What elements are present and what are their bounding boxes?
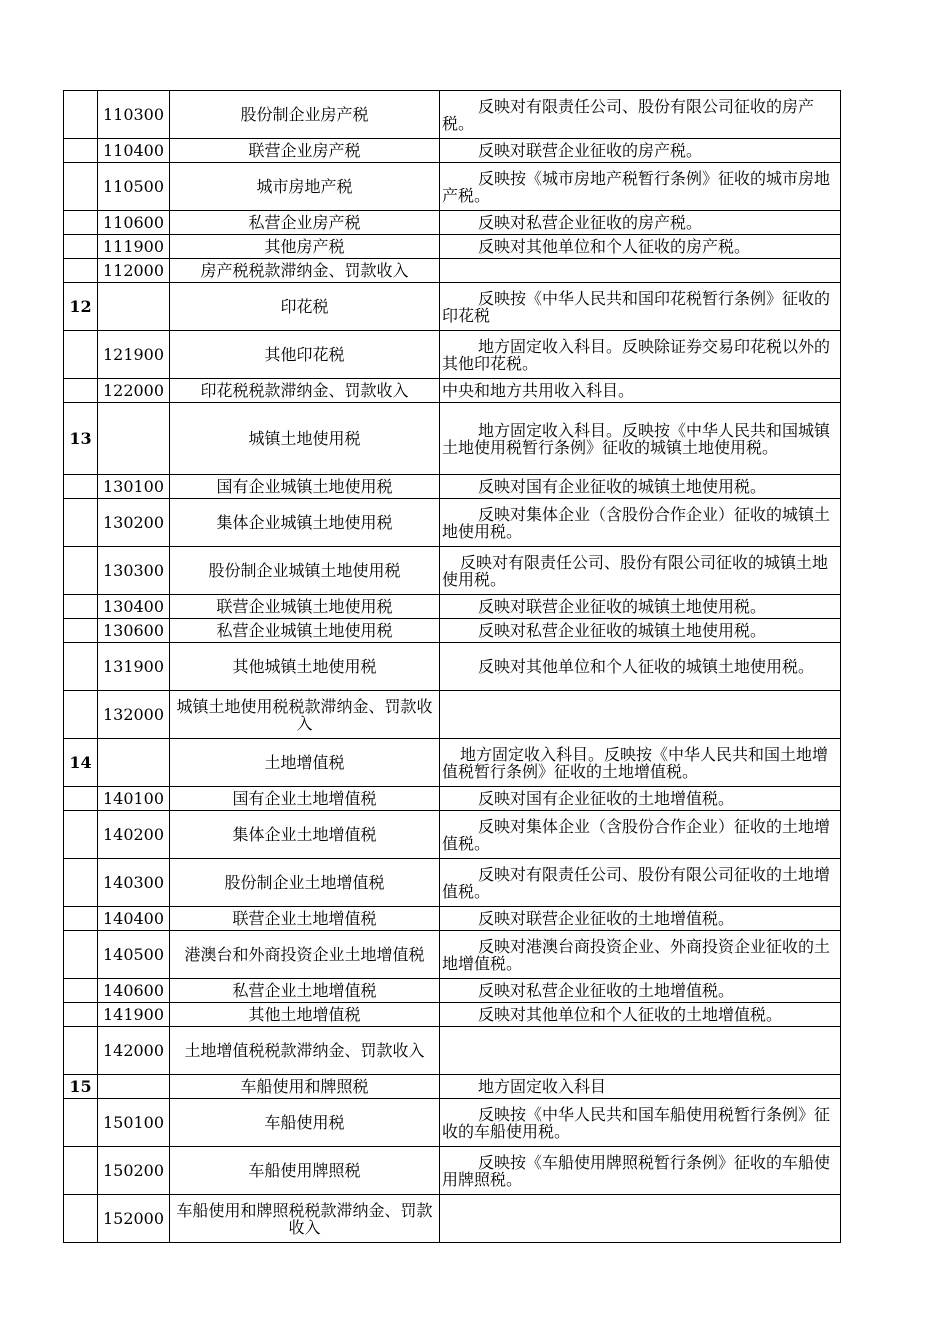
description-text: 反映按《车船使用牌照税暂行条例》征收的车船使用牌照税。 <box>442 1152 831 1189</box>
subject-code-cell: 140300 <box>98 859 170 907</box>
description-text: 反映对有限责任公司、股份有限公司征收的城镇土地使用税。 <box>442 552 829 589</box>
subject-code-cell: 130300 <box>98 547 170 595</box>
class-code-cell <box>64 643 98 691</box>
description-text: 反映对集体企业（含股份合作企业）征收的土地增值税。 <box>442 816 831 853</box>
description-cell <box>440 811 841 859</box>
subject-code-cell: 121900 <box>98 331 170 379</box>
subject-code-cell: 112000 <box>98 259 170 283</box>
description-text: 反映按《中华人民共和国印花税暂行条例》征收的印花税 <box>442 288 831 325</box>
class-code-cell <box>64 1003 98 1027</box>
description-text: 反映按《城市房地产税暂行条例》征收的城市房地产税。 <box>442 168 831 205</box>
class-code-cell: 13 <box>64 403 98 475</box>
subject-code-cell: 141900 <box>98 1003 170 1027</box>
subject-name-cell: 国有企业土地增值税 <box>170 787 440 811</box>
subject-name-cell: 股份制企业城镇土地使用税 <box>170 547 440 595</box>
description-text: 反映对联营企业征收的土地增值税。 <box>478 909 735 928</box>
class-code-cell: 12 <box>64 283 98 331</box>
table-row <box>64 163 841 211</box>
table-row <box>64 907 841 931</box>
class-code-cell: 15 <box>64 1075 98 1099</box>
class-code-cell <box>64 475 98 499</box>
class-code-cell <box>64 1195 98 1243</box>
subject-name-cell: 国有企业城镇土地使用税 <box>170 475 440 499</box>
subject-name-cell: 集体企业城镇土地使用税 <box>170 499 440 547</box>
table-row <box>64 739 841 787</box>
subject-code-cell: 110600 <box>98 211 170 235</box>
class-code-cell <box>64 1027 98 1075</box>
description-text: 反映对私营企业征收的城镇土地使用税。 <box>478 621 767 640</box>
table-row <box>64 931 841 979</box>
class-code-cell <box>64 619 98 643</box>
description-cell <box>440 643 841 691</box>
table-row <box>64 595 841 619</box>
class-code-cell <box>64 595 98 619</box>
description-cell <box>440 163 841 211</box>
subject-code-cell <box>98 403 170 475</box>
subject-name-cell: 联营企业房产税 <box>170 139 440 163</box>
subject-code-cell: 132000 <box>98 691 170 739</box>
description-cell <box>440 1003 841 1027</box>
description-text: 反映对联营企业征收的城镇土地使用税。 <box>478 597 767 616</box>
table-row <box>64 283 841 331</box>
description-cell <box>440 1195 841 1243</box>
table-row <box>64 1195 841 1243</box>
subject-code-cell <box>98 739 170 787</box>
subject-name-cell: 城市房地产税 <box>170 163 440 211</box>
subject-code-cell: 140500 <box>98 931 170 979</box>
description-cell <box>440 1147 841 1195</box>
description-cell <box>440 787 841 811</box>
description-text: 反映对国有企业征收的城镇土地使用税。 <box>478 477 767 496</box>
subject-name-cell: 印花税税款滞纳金、罚款收入 <box>170 379 440 403</box>
subject-code-cell: 150200 <box>98 1147 170 1195</box>
description-text: 反映对其他单位和个人征收的土地增值税。 <box>478 1005 783 1024</box>
description-cell <box>440 979 841 1003</box>
description-cell <box>440 1099 841 1147</box>
table-row <box>64 475 841 499</box>
table-row <box>64 859 841 907</box>
description-cell <box>440 139 841 163</box>
subject-code-cell: 140400 <box>98 907 170 931</box>
description-cell <box>440 1075 841 1099</box>
subject-name-cell: 车船使用税 <box>170 1099 440 1147</box>
subject-name-cell: 联营企业土地增值税 <box>170 907 440 931</box>
subject-name-cell: 车船使用和牌照税 <box>170 1075 440 1099</box>
description-text: 反映对私营企业征收的土地增值税。 <box>478 981 735 1000</box>
class-code-cell <box>64 139 98 163</box>
class-code-cell <box>64 787 98 811</box>
description-cell <box>440 931 841 979</box>
description-cell <box>440 211 841 235</box>
subject-name-cell: 房产税税款滞纳金、罚款收入 <box>170 259 440 283</box>
description-text: 反映对港澳台商投资企业、外商投资企业征收的土地增值税。 <box>442 936 831 973</box>
description-cell <box>440 547 841 595</box>
subject-name-cell: 土地增值税 <box>170 739 440 787</box>
table-body <box>64 91 841 1243</box>
subject-name-cell: 城镇土地使用税 <box>170 403 440 475</box>
table-row <box>64 619 841 643</box>
description-cell <box>440 691 841 739</box>
description-text: 反映对其他单位和个人征收的房产税。 <box>478 237 751 256</box>
subject-code-cell: 150100 <box>98 1099 170 1147</box>
subject-name-cell: 港澳台和外商投资企业土地增值税 <box>170 931 440 979</box>
class-code-cell <box>64 163 98 211</box>
subject-name-cell: 私营企业房产税 <box>170 211 440 235</box>
description-cell <box>440 595 841 619</box>
subject-code-cell: 140600 <box>98 979 170 1003</box>
subject-name-cell: 股份制企业房产税 <box>170 91 440 139</box>
class-code-cell <box>64 811 98 859</box>
description-cell <box>440 907 841 931</box>
table-row <box>64 811 841 859</box>
subject-code-cell: 131900 <box>98 643 170 691</box>
class-code-cell <box>64 331 98 379</box>
class-code-cell <box>64 259 98 283</box>
table-row <box>64 1027 841 1075</box>
table-row <box>64 1003 841 1027</box>
class-code-cell <box>64 547 98 595</box>
table-row <box>64 979 841 1003</box>
table-row <box>64 691 841 739</box>
subject-code-cell: 130400 <box>98 595 170 619</box>
subject-code-cell: 130100 <box>98 475 170 499</box>
description-cell <box>440 619 841 643</box>
description-cell <box>440 235 841 259</box>
subject-name-cell: 车船使用牌照税 <box>170 1147 440 1195</box>
table-row <box>64 91 841 139</box>
subject-name-cell: 印花税 <box>170 283 440 331</box>
subject-name-cell: 股份制企业土地增值税 <box>170 859 440 907</box>
description-cell <box>440 403 841 475</box>
subject-name-cell: 其他土地增值税 <box>170 1003 440 1027</box>
description-text: 反映按《中华人民共和国车船使用税暂行条例》征收的车船使用税。 <box>442 1104 831 1141</box>
subject-name-cell: 集体企业土地增值税 <box>170 811 440 859</box>
description-text: 地方固定收入科目 <box>478 1077 607 1096</box>
description-text: 地方固定收入科目。反映除证券交易印花税以外的其他印花税。 <box>442 336 831 373</box>
subject-name-cell: 城镇土地使用税税款滞纳金、罚款收入 <box>170 691 440 739</box>
description-text: 反映对有限责任公司、股份有限公司征收的房产税。 <box>442 96 815 133</box>
subject-code-cell: 130600 <box>98 619 170 643</box>
class-code-cell <box>64 1099 98 1147</box>
subject-name-cell: 其他城镇土地使用税 <box>170 643 440 691</box>
subject-name-cell: 联营企业城镇土地使用税 <box>170 595 440 619</box>
table-row <box>64 547 841 595</box>
class-code-cell: 14 <box>64 739 98 787</box>
table-row <box>64 211 841 235</box>
subject-code-cell: 140100 <box>98 787 170 811</box>
class-code-cell <box>64 211 98 235</box>
tax-subject-table <box>63 90 841 1243</box>
subject-name-cell: 其他房产税 <box>170 235 440 259</box>
description-text: 反映对有限责任公司、股份有限公司征收的土地增值税。 <box>442 864 831 901</box>
class-code-cell <box>64 91 98 139</box>
subject-code-cell: 110300 <box>98 91 170 139</box>
table-row <box>64 331 841 379</box>
description-text: 反映对私营企业征收的房产税。 <box>478 213 703 232</box>
subject-code-cell <box>98 1075 170 1099</box>
table-row <box>64 235 841 259</box>
description-text: 反映对其他单位和个人征收的城镇土地使用税。 <box>478 657 815 676</box>
description-text: 地方固定收入科目。反映按《中华人民共和国城镇土地使用税暂行条例》征收的城镇土地使用税。 <box>442 420 831 457</box>
class-code-cell <box>64 379 98 403</box>
description-cell <box>440 259 841 283</box>
description-text: 中央和地方共用收入科目。 <box>442 381 635 400</box>
class-code-cell <box>64 859 98 907</box>
table-row <box>64 1075 841 1099</box>
description-cell <box>440 499 841 547</box>
class-code-cell <box>64 1147 98 1195</box>
description-text: 反映对国有企业征收的土地增值税。 <box>478 789 735 808</box>
subject-code-cell: 110400 <box>98 139 170 163</box>
subject-code-cell: 110500 <box>98 163 170 211</box>
subject-name-cell: 车船使用和牌照税税款滞纳金、罚款收入 <box>170 1195 440 1243</box>
class-code-cell <box>64 979 98 1003</box>
class-code-cell <box>64 931 98 979</box>
description-cell <box>440 739 841 787</box>
subject-code-cell: 122000 <box>98 379 170 403</box>
subject-name-cell: 其他印花税 <box>170 331 440 379</box>
description-text: 地方固定收入科目。反映按《中华人民共和国土地增值税暂行条例》征收的土地增值税。 <box>442 744 829 781</box>
table-row <box>64 379 841 403</box>
class-code-cell <box>64 907 98 931</box>
description-cell <box>440 379 841 403</box>
description-cell <box>440 859 841 907</box>
table-row <box>64 139 841 163</box>
table-row <box>64 643 841 691</box>
class-code-cell <box>64 235 98 259</box>
table-row <box>64 499 841 547</box>
subject-code-cell <box>98 283 170 331</box>
subject-code-cell: 142000 <box>98 1027 170 1075</box>
subject-code-cell: 130200 <box>98 499 170 547</box>
description-cell <box>440 1027 841 1075</box>
description-cell <box>440 475 841 499</box>
subject-code-cell: 140200 <box>98 811 170 859</box>
class-code-cell <box>64 691 98 739</box>
subject-name-cell: 私营企业土地增值税 <box>170 979 440 1003</box>
description-cell <box>440 331 841 379</box>
subject-code-cell: 152000 <box>98 1195 170 1243</box>
description-cell <box>440 91 841 139</box>
table-row <box>64 259 841 283</box>
subject-name-cell: 土地增值税税款滞纳金、罚款收入 <box>170 1027 440 1075</box>
description-cell <box>440 283 841 331</box>
subject-name-cell: 私营企业城镇土地使用税 <box>170 619 440 643</box>
description-text: 反映对联营企业征收的房产税。 <box>478 141 703 160</box>
table-row <box>64 1099 841 1147</box>
table-row <box>64 1147 841 1195</box>
table-row <box>64 787 841 811</box>
description-text: 反映对集体企业（含股份合作企业）征收的城镇土地使用税。 <box>442 504 831 541</box>
subject-code-cell: 111900 <box>98 235 170 259</box>
class-code-cell <box>64 499 98 547</box>
table-row <box>64 403 841 475</box>
